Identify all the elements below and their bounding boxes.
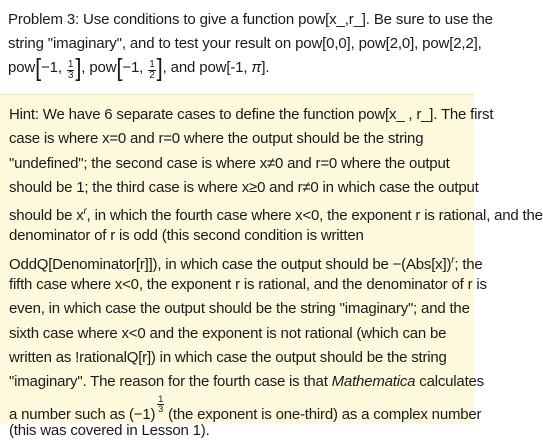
hint-line-10: sixth case where x<0 and the exponent is not rational (which can be xyxy=(9,324,447,342)
hint-line-8: fifth case where x<0, the exponent r is rational, and the denominator of r is xyxy=(9,276,487,294)
superscript-r: r xyxy=(451,254,455,266)
left-bracket: [ xyxy=(35,53,42,82)
hint-text-segment: should be x xyxy=(9,207,84,225)
hint-line-13 xyxy=(9,393,482,423)
problem-statement xyxy=(8,8,493,82)
hint-line-3: "undefined"; the second case is where x≠0 and r=0 where the output xyxy=(9,154,450,172)
hint-line-12 xyxy=(9,370,484,394)
left-bracket: [ xyxy=(116,53,123,82)
hint-line-1: Hint: We have 6 separate cases to define the function pow[x_ , r_]. The first xyxy=(9,106,494,123)
problem-line-3 xyxy=(8,53,466,82)
hint-line-9: even, in which case the output should be the string "imaginary"; and the xyxy=(9,300,470,318)
superscript-r: r xyxy=(83,206,87,218)
hint-text-segment: (the exponent is one-third) as a complex number xyxy=(164,405,482,423)
hint-line-7 xyxy=(9,249,483,273)
right-bracket: ] xyxy=(156,53,163,82)
problem-text: −1, xyxy=(41,59,62,76)
problem-line-2: string "imaginary", and to test your result on pow[0,0], pow[2,0], pow[2,2], xyxy=(8,35,482,52)
fraction-denominator: 2 xyxy=(149,70,155,81)
right-bracket: ] xyxy=(75,53,82,82)
hint-line-4: should be 1; the third case is where x≥0 and r≠0 in which case the output xyxy=(9,178,479,196)
problem-text: , pow xyxy=(81,59,117,76)
problem-line-1: Problem 3: Use conditions to give a function pow[x_,r_]. Be sure to use the xyxy=(8,11,493,28)
fraction-denominator: 3 xyxy=(158,403,164,414)
hint-line-5 xyxy=(9,200,543,225)
hint-line-2: case is where x=0 and r=0 where the output should be the string xyxy=(9,130,424,148)
hint-text-segment: a number such as (−1) xyxy=(9,405,156,423)
problem-text: pow xyxy=(8,59,36,76)
fraction-numerator: 1 xyxy=(149,59,155,70)
hint-line-11: written as !rationalQ[r]) in which case the output should be the string xyxy=(9,348,447,366)
hint-text-segment: calculates xyxy=(415,373,484,391)
fraction-numerator: 1 xyxy=(67,59,74,70)
fraction-one-third xyxy=(67,60,74,81)
fraction-one-half xyxy=(148,60,155,81)
hint-box xyxy=(0,94,543,439)
hint-text-segment: , in which the fourth case where x<0, the exponent r is rational, and the xyxy=(86,207,543,225)
fraction-denominator: 3 xyxy=(67,70,74,81)
problem-text: , and pow[-1, xyxy=(162,59,252,76)
problem-text: −1, xyxy=(122,59,144,76)
pi-symbol: π xyxy=(251,59,262,76)
hint-text xyxy=(9,103,543,443)
hint-text-segment: "imaginary". The reason for the fourth case is that xyxy=(9,373,332,391)
fraction-numerator: 1 xyxy=(158,393,164,404)
problem-text: ]. xyxy=(261,59,270,76)
hint-line-14: (this was covered in Lesson 1). xyxy=(9,421,210,439)
hint-text-segment: OddQ[Denominator[r]]), in which case the output should be −(Abs[x]) xyxy=(9,255,452,273)
hint-text-segment: ; the xyxy=(454,255,483,273)
mathematica-name: Mathematica xyxy=(331,373,416,391)
hint-line-6: denominator of r is odd (this second condition is written xyxy=(9,227,364,245)
